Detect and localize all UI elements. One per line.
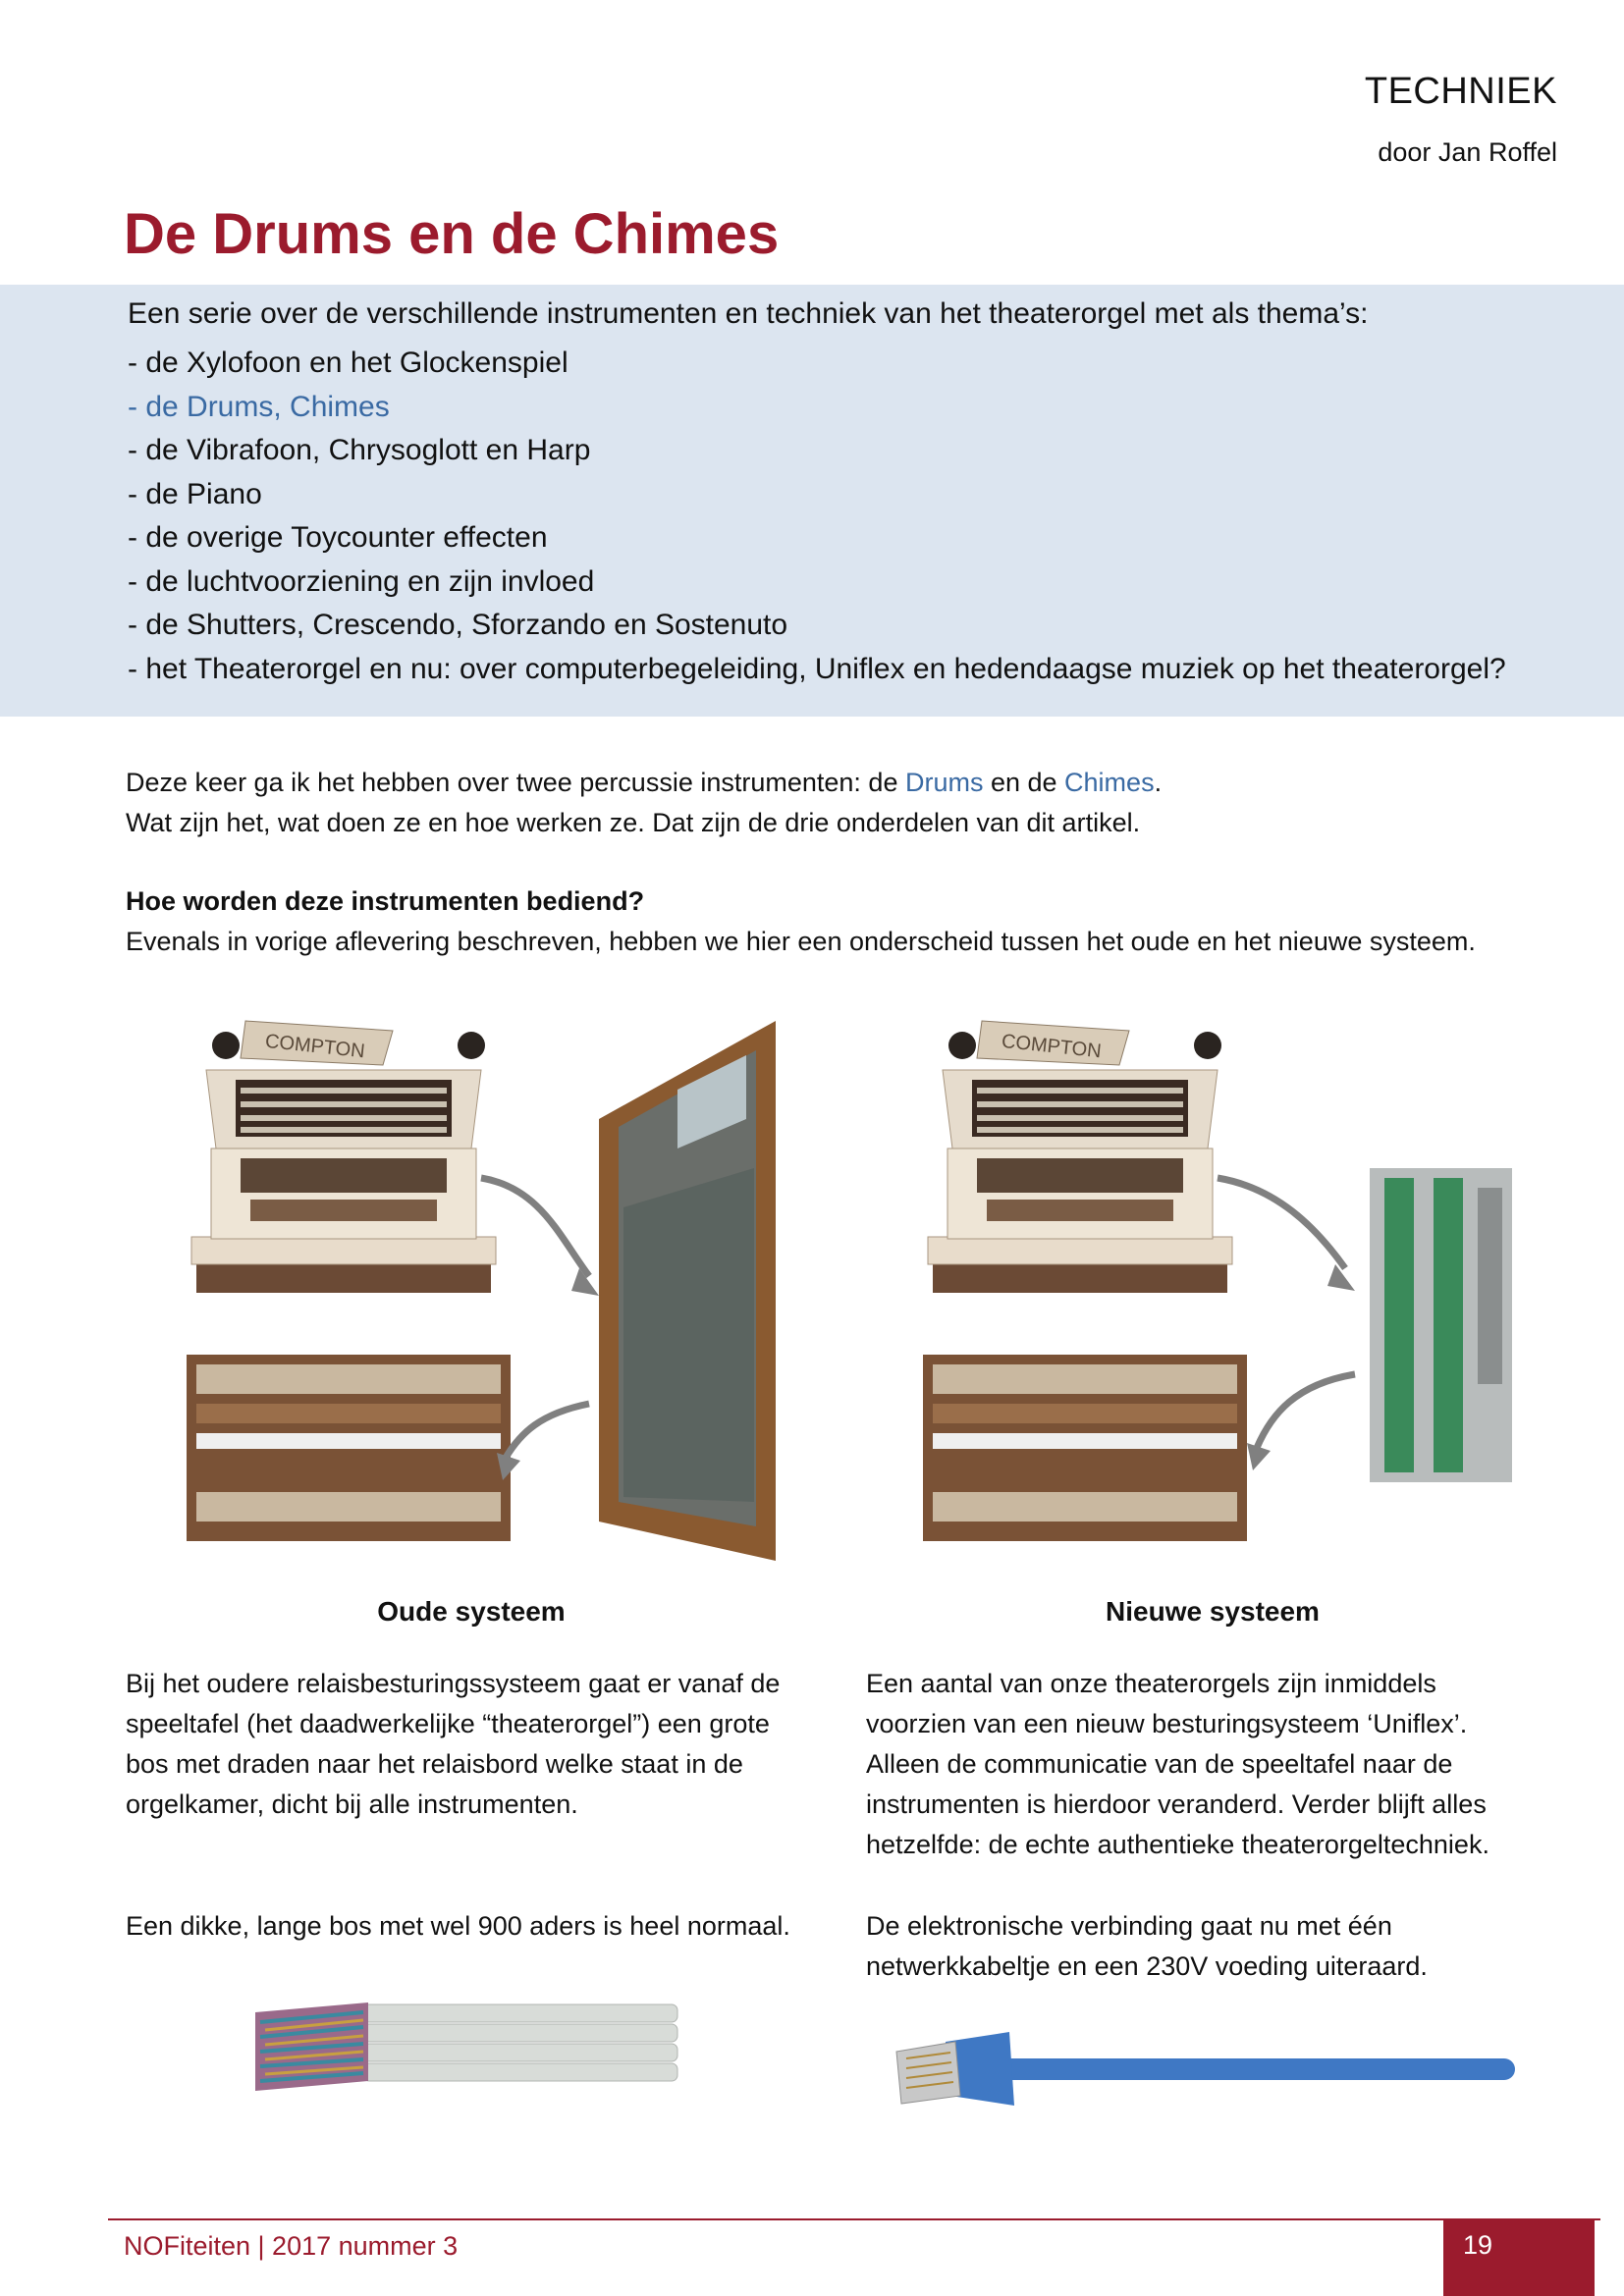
pedalboard-image — [923, 1355, 1247, 1541]
arrow-icon — [506, 1404, 589, 1458]
uniflex-board-image — [1370, 1168, 1512, 1482]
intro-text: . — [1154, 768, 1163, 797]
old-system-caption: Oude systeem — [377, 1596, 566, 1627]
section-label: TECHNIEK — [1364, 71, 1557, 112]
text-line: Alleen de communicatie van de speeltafel naar de — [866, 1749, 1453, 1779]
section-heading: Hoe worden deze instrumenten bediend? — [126, 886, 645, 916]
text-line: bos met draden naar het relaisbord welke staat in de — [126, 1749, 743, 1779]
network-cable-image — [877, 1998, 1525, 2145]
intro-text: en de — [983, 768, 1065, 797]
series-intro: Een serie over de verschillende instrumenten en techniek van het theaterorgel met als thema’s: — [128, 297, 1369, 330]
console-logo: COMPTON — [1001, 1030, 1103, 1063]
text-line: instrumenten is hierdoor veranderd. Verder blijft alles — [866, 1789, 1487, 1819]
text-line: netwerkkabeltje en een 230V voeding uiteraard. — [866, 1951, 1428, 1981]
pedalboard-image — [187, 1355, 511, 1541]
new-system-caption: Nieuwe systeem — [1106, 1596, 1320, 1627]
multicore-cable-image — [245, 1983, 687, 2101]
arrow-icon — [481, 1178, 589, 1276]
new-system-figure — [923, 1011, 1512, 1561]
new-system-note — [866, 1906, 1428, 1987]
arrow-icon — [1218, 1178, 1345, 1268]
series-item: - de Shutters, Crescendo, Sforzando en Sostenuto — [128, 609, 788, 641]
new-system-text — [866, 1664, 1489, 1865]
relay-board-image — [599, 1021, 776, 1561]
footer-publication: NOFiteiten | 2017 nummer 3 — [124, 2231, 459, 2261]
text-line: Een aantal van onze theaterorgels zijn inmiddels — [866, 1669, 1436, 1698]
console-logo: COMPTON — [264, 1030, 366, 1063]
text-line: hetzelfde: de echte authentieke theaterorgeltechniek. — [866, 1830, 1489, 1859]
intro-line-1 — [126, 768, 1162, 798]
author-byline: door Jan Roffel — [1378, 137, 1557, 167]
series-item: - de luchtvoorziening en zijn invloed — [128, 564, 595, 598]
page-number: 19 — [1463, 2230, 1493, 2260]
series-item: - het Theaterorgel en nu: over computerbegeleiding, Uniflex en hedendaagse muziek op het theaterorgel? — [128, 652, 1506, 685]
old-system-text — [126, 1664, 780, 1825]
text-line: orgelkamer, dicht bij alle instrumenten. — [126, 1789, 578, 1819]
chimes-term: Chimes — [1064, 768, 1155, 797]
series-item: - de Vibrafoon, Chrysoglott en Harp — [128, 434, 591, 466]
series-item: - de overige Toycounter effecten — [128, 521, 548, 554]
article-title: De Drums en de Chimes — [124, 202, 780, 266]
intro-text: Deze keer ga ik het hebben over twee percussie instrumenten: de — [126, 768, 905, 797]
old-system-note: Een dikke, lange bos met wel 900 aders is heel normaal. — [126, 1911, 790, 1941]
text-line: Bij het oudere relaisbesturingssysteem gaat er vanaf de — [126, 1669, 781, 1698]
arrow-icon — [1257, 1374, 1355, 1448]
footer-rule — [108, 2218, 1600, 2220]
section-text: Evenals in vorige aflevering beschreven, hebben we hier een onderscheid tussen het oude en het nieuwe systeem. — [126, 927, 1476, 956]
text-line: De elektronische verbinding gaat nu met één — [866, 1911, 1392, 1941]
organ-console-image — [191, 1021, 496, 1293]
text-line: voorzien van een nieuw besturingsysteem ‘Uniflex’. — [866, 1709, 1468, 1738]
series-item-current: - de Drums, Chimes — [128, 390, 390, 423]
organ-console-image — [928, 1021, 1232, 1293]
series-item: - de Xylofoon en het Glockenspiel — [128, 347, 568, 379]
drums-term: Drums — [904, 768, 984, 797]
old-system-figure — [187, 1011, 776, 1561]
intro-line-2: Wat zijn het, wat doen ze en hoe werken ze. Dat zijn de drie onderdelen van dit artikel. — [126, 808, 1141, 837]
text-line: speeltafel (het daadwerkelijke “theaterorgel”) een grote — [126, 1709, 770, 1738]
arrow-icon — [1247, 1443, 1271, 1470]
series-item: - de Piano — [128, 477, 262, 510]
series-list — [128, 342, 1506, 691]
